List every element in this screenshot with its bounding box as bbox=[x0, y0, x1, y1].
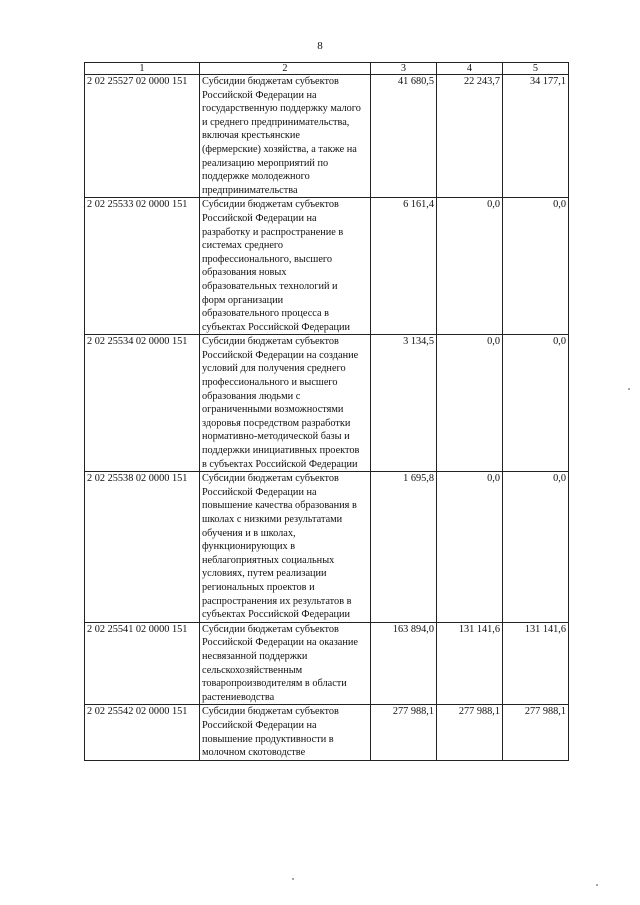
subsidy-name: Субсидии бюджетам субъектов Российской Федерации на разработку и распространение в системах среднего профессионального, высшего образования новых образовательных технологий и форм организации образовательного процесса в субъектах Российской Федерации bbox=[200, 198, 371, 335]
amount-col3: 6 161,4 bbox=[371, 198, 437, 335]
budget-code: 2 02 25533 02 0000 151 bbox=[85, 198, 200, 335]
amount-col5: 34 177,1 bbox=[503, 75, 569, 198]
amount-col3: 277 988,1 bbox=[371, 705, 437, 760]
subsidy-name: Субсидии бюджетам субъектов Российской Федерации на оказание несвязанной поддержки сельскохозяйственным товаропроизводителям в области растениеводства bbox=[200, 622, 371, 705]
table-header-row bbox=[85, 63, 569, 75]
table-row bbox=[85, 335, 569, 472]
page-number: 8 bbox=[317, 40, 323, 52]
budget-code: 2 02 25538 02 0000 151 bbox=[85, 472, 200, 623]
column-header-5: 5 bbox=[503, 63, 569, 75]
table-row bbox=[85, 705, 569, 760]
amount-col3: 1 695,8 bbox=[371, 472, 437, 623]
amount-col5: 0,0 bbox=[503, 198, 569, 335]
amount-col5: 0,0 bbox=[503, 335, 569, 472]
subsidy-name: Субсидии бюджетам субъектов Российской Федерации на повышение продуктивности в молочном скотоводстве bbox=[200, 705, 371, 760]
table-row bbox=[85, 472, 569, 623]
budget-code: 2 02 25542 02 0000 151 bbox=[85, 705, 200, 760]
column-header-3: 3 bbox=[371, 63, 437, 75]
amount-col4: 277 988,1 bbox=[437, 705, 503, 760]
subsidy-name: Субсидии бюджетам субъектов Российской Федерации на государственную поддержку малого и среднего предпринимательства, включая крестьянские (фермерские) хозяйства, а также на реализацию мероприятий по поддержке молодежного предпринимательства bbox=[200, 75, 371, 198]
budget-code: 2 02 25534 02 0000 151 bbox=[85, 335, 200, 472]
amount-col4: 131 141,6 bbox=[437, 622, 503, 705]
table-row bbox=[85, 75, 569, 198]
column-header-1: 1 bbox=[85, 63, 200, 75]
amount-col4: 0,0 bbox=[437, 335, 503, 472]
scan-speck bbox=[292, 878, 294, 880]
budget-table bbox=[84, 62, 569, 761]
budget-code: 2 02 25527 02 0000 151 bbox=[85, 75, 200, 198]
amount-col4: 0,0 bbox=[437, 472, 503, 623]
table-row bbox=[85, 198, 569, 335]
amount-col4: 22 243,7 bbox=[437, 75, 503, 198]
table-row bbox=[85, 622, 569, 705]
subsidy-name: Субсидии бюджетам субъектов Российской Федерации на повышение качества образования в школах с низкими результатами обучения и в школах, функционирующих в неблагоприятных социальных условиях, путем реализации региональных проектов и распространения их результатов в субъектах Российской Федерации bbox=[200, 472, 371, 623]
amount-col3: 41 680,5 bbox=[371, 75, 437, 198]
column-header-4: 4 bbox=[437, 63, 503, 75]
scan-speck bbox=[628, 388, 630, 390]
subsidy-name: Субсидии бюджетам субъектов Российской Федерации на создание условий для получения среднего профессионального и высшего образования людьми с ограниченными возможностями здоровья посредством разработки нормативно-методической базы и поддержки инициативных проектов в субъектах Российской Федерации bbox=[200, 335, 371, 472]
amount-col5: 277 988,1 bbox=[503, 705, 569, 760]
column-header-2: 2 bbox=[200, 63, 371, 75]
amount-col5: 0,0 bbox=[503, 472, 569, 623]
amount-col3: 163 894,0 bbox=[371, 622, 437, 705]
scan-speck bbox=[596, 884, 598, 886]
amount-col4: 0,0 bbox=[437, 198, 503, 335]
amount-col3: 3 134,5 bbox=[371, 335, 437, 472]
budget-code: 2 02 25541 02 0000 151 bbox=[85, 622, 200, 705]
amount-col5: 131 141,6 bbox=[503, 622, 569, 705]
